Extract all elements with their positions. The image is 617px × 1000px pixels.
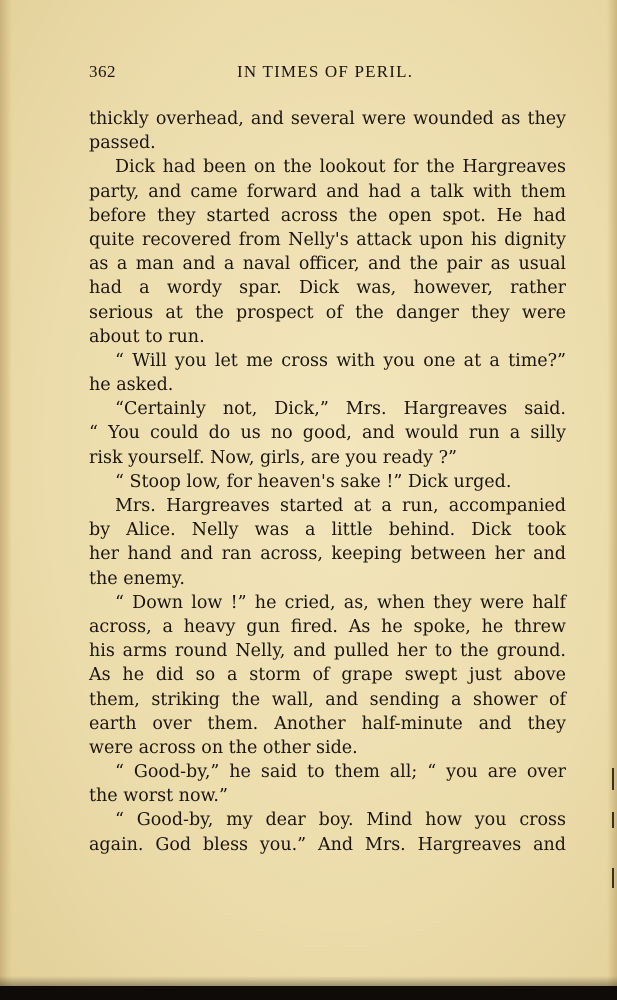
text-line: “ Down low !” he cried, as, when they were half [115,592,566,613]
text-line: across, a heavy gun fired. As he spoke, he threw [89,616,566,637]
page-edge-mark [612,868,614,888]
text-line: earth over them. Another half-minute and they [89,713,566,734]
page-edge-mark [612,768,614,790]
text-line: the enemy. [89,568,185,589]
text-line: “ Will you let me cross with you one at a time?” [115,350,566,371]
text-line: “ Good-by,” he said to them all; “ you are over [115,762,566,783]
page-number: 362 [89,62,116,81]
text-line: “ Good-by, my dear boy. Mind how you cross [115,810,566,831]
text-line: as a man and a naval officer, and the pair as usual [89,254,566,275]
text-line: Dick had been on the lookout for the Hargreaves [115,157,566,178]
text-line: again. God bless you.” And Mrs. Hargreaves and [89,834,566,855]
text-line: passed. [89,133,156,154]
text-line: were across on the other side. [89,737,358,758]
text-line: quite recovered from Nelly's attack upon his dignity [89,229,566,250]
text-line: risk yourself. Now, girls, are you ready ?” [89,447,457,468]
text-line: “Certainly not, Dick,” Mrs. Hargreaves said. [115,399,566,420]
text-line: he asked. [89,375,174,396]
text-line: thickly overhead, and several were wounded as they [89,109,566,129]
page-gutter-shadow [0,0,12,1000]
text-line: had a wordy spar. Dick was, however, rather [89,278,566,299]
text-line: party, and came forward and had a talk with them [89,181,566,202]
page-edge-shadow [607,0,617,1000]
running-head: IN TIMES OF PERIL. [237,62,414,81]
text-line: about to run. [89,326,205,347]
body-text [89,107,566,857]
text-line: her hand and ran across, keeping between her and [89,544,566,565]
text-line: before they started across the open spot. He had [89,205,566,226]
text-line: serious at the prospect of the danger they were [89,302,566,323]
text-line: by Alice. Nelly was a little behind. Dick took [89,520,566,541]
scan-bottom-border [0,986,617,1000]
page-header [89,62,566,86]
text-line: As he did so a storm of grape swept just above [89,665,566,686]
scan-shadow [0,976,617,986]
text-line: the worst now.” [89,786,228,807]
text-line: Mrs. Hargreaves started at a run, accompanied [115,496,566,516]
text-line: them, striking the wall, and sending a shower of [89,689,566,710]
text-line: his arms round Nelly, and pulled her to the ground. [89,641,566,662]
page-edge-mark [612,812,614,828]
text-line: “ You could do us no good, and would run a silly [89,423,566,444]
text-line: “ Stoop low, for heaven's sake !” Dick urged. [115,471,512,492]
